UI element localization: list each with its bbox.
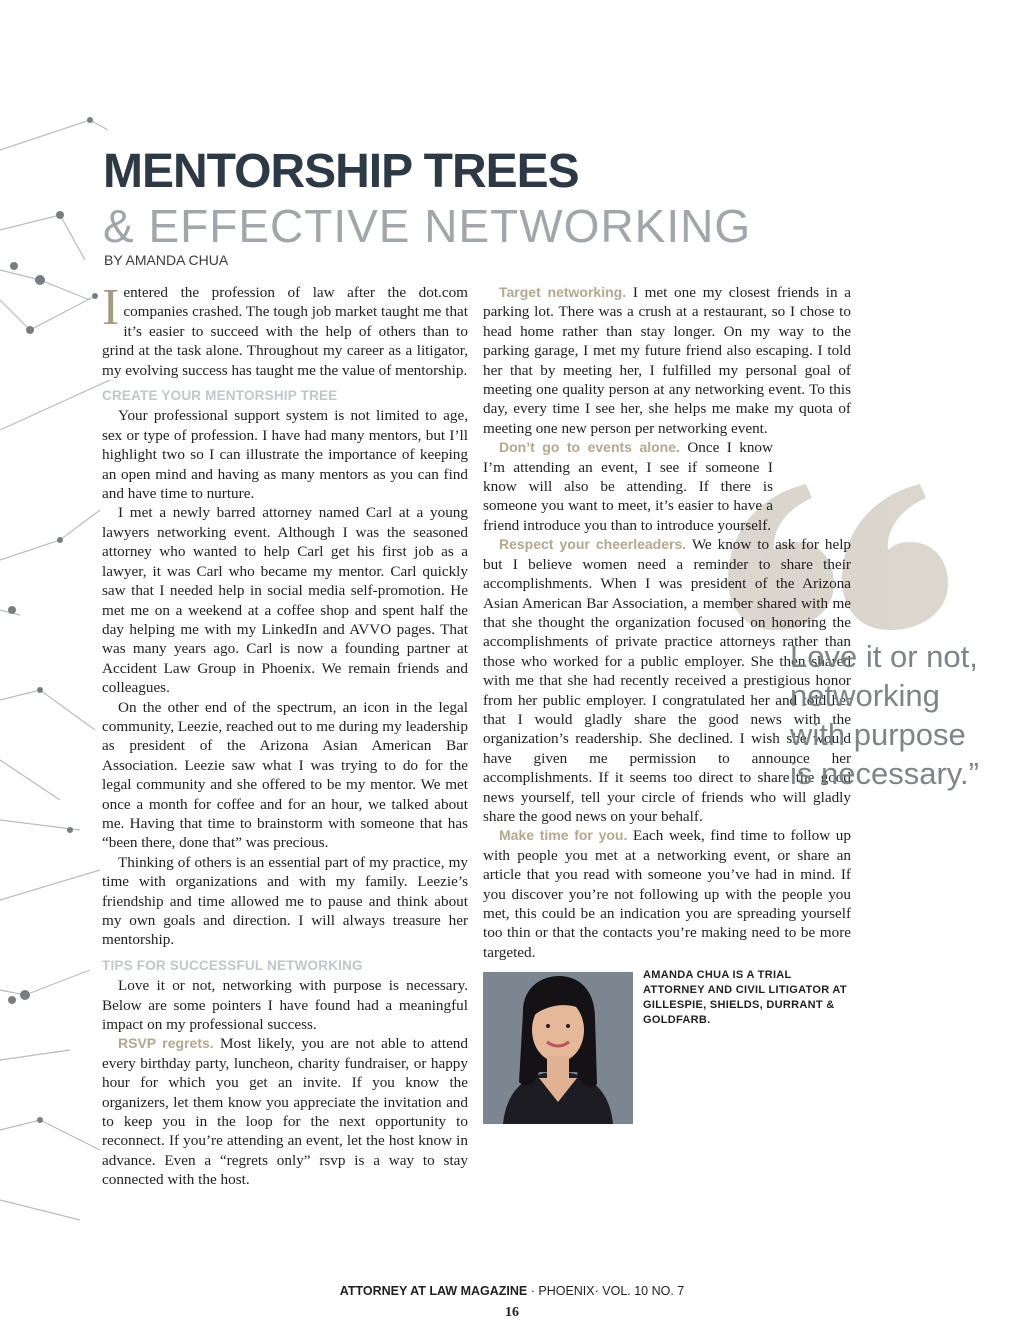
paragraph: Your professional support system is not limited to age, sex or type of profession. I have had many mentors, but I’ll highlight two so I can illustrate the importance of keeping an open mind and having as many mentors as you can find and have time to nurture.	[102, 407, 468, 503]
edition-info: · PHOENIX· VOL. 10 NO. 7	[527, 1284, 685, 1298]
author-bio: AMANDA CHUA IS A TRIAL ATTORNEY AND CIVIL LITIGATOR AT GILLESPIE, SHIELDS, DURRANT & GOLDFARB.	[643, 969, 847, 1027]
section-heading-mentorship: CREATE YOUR MENTORSHIP TREE	[102, 388, 338, 404]
tip-text: Most likely, you are not able to attend every birthday party, luncheon, charity fundraiser, or happy hour for which you get an invite. If you know the organizers, let them know you appreciate the invitation and to keep you in the loop for the next opportunity to reconnect. If you’re attending an event, let the host know in advance. Even a “regrets only” rsvp is a way to stay connected with the host.	[102, 1035, 468, 1189]
network-branch-decoration	[0, 0, 110, 1339]
tip-lead: Don’t go to events alone.	[499, 439, 680, 456]
tip-make-time	[483, 826, 851, 962]
magazine-name: ATTORNEY AT LAW MAGAZINE	[339, 1284, 528, 1298]
tip-not-alone	[483, 438, 773, 535]
intro-text: entered the profession of law after the dot.com companies crashed. The tough job market taught me that it’s easier to succeed with the help of others than to grind at the task alone. Throughout my career as a litigator, my evolving success has taught me the value of mentorship.	[102, 284, 468, 379]
tip-lead: RSVP regrets.	[118, 1035, 214, 1052]
paragraph: Thinking of others is an essential part of my practice, my time with organizations and with my family. Leezie’s friendship and time allowed me to pause and think about my own goals and direction. I will always treasure her mentorship.	[102, 853, 468, 949]
tip-lead: Respect your cheerleaders.	[499, 536, 687, 553]
tip-rsvp	[102, 1034, 468, 1189]
tip-lead: Target networking.	[499, 284, 627, 300]
tip-make-time-block	[483, 826, 851, 962]
author-box	[483, 968, 851, 1028]
tip-text: Once I know I’m attending an event, I see if someone I know will also be attending. If there is someone you want to meet, it’s easier to have a friend introduce you than to introduce yourself.	[483, 439, 773, 534]
tip-targeting	[483, 283, 851, 438]
paragraph: Love it or not, networking with purpose is necessary. Below are some pointers I have found had a meaningful impact on my professional success.	[102, 977, 468, 1034]
page-number: 16	[505, 1305, 519, 1320]
intro-paragraph	[102, 279, 468, 380]
article-title: MENTORSHIP TREES	[103, 145, 579, 198]
tip-text: Each week, find time to follow up with people you met at a networking event, or share an article that you read with someone you’ve had in mind. If you discover you’re not following up with the people you met, this could be an indication you are spreading yourself too thin or that the contacts you’re making need to be more targeted.	[483, 827, 851, 961]
byline: BY AMANDA CHUA	[104, 252, 229, 268]
paragraph: On the other end of the spectrum, an icon in the legal community, Leezie, reached out to me during my leadership as president of the Arizona Asian American Bar Association. Leezie saw what I was trying to do for the legal community and she offered to be my mentor. We met once a month for coffee and for an hour, we talked about me. Having that time to brainstorm with someone that has “been there, done that” was precious.	[102, 698, 468, 852]
author-photo	[483, 972, 633, 1124]
section-heading-networking: TIPS FOR SUCCESSFUL NETWORKING	[102, 957, 363, 973]
tip-text: I met one my closest friends in a parking lot. There was a crush at a restaurant, so I chose to head home rather than stay longer. On my way to the parking garage, I met my future friend also escaping. I told her that by meeting her, I fulfilled my personal goal of meeting one quality person at any networking event. To this day, every time I see her, she helps me make my quota of meeting one new person per networking event.	[483, 284, 851, 437]
tip-lead: Make time for you.	[499, 827, 628, 844]
pull-quote: Love it or not, networking with purpose is necessary.”	[790, 639, 979, 791]
tip-text: We know to ask for help but I believe women need a reminder to share their accomplishments. When I was president of the Arizona Asian American Bar Association, a member shared with me that she thought the organization focused on honoring the accomplishments of private practice attorneys rather than those who worked for a public employer. She then shared with me that she had recently received a prestigious honor from her public employer. I congratulated her and told her that I would gladly share the good news with the organization’s readership. She declined. I wish she would have given me permission to announce her accomplishments. If it seems too direct to share the good news yourself, tell your circle of friends who will gladly share the good news on your behalf.	[483, 536, 852, 825]
drop-cap: I	[102, 279, 120, 336]
page-footer	[0, 1284, 1024, 1298]
article-column-left	[102, 279, 468, 1190]
paragraph: I met a newly barred attorney named Carl at a young lawyers networking event. Although I was the seasoned attorney who wanted to help Carl get his first job as a lawyer, it was Carl who became my mentor. Carl quickly saw that I needed help in social media self-promotion. He met me on a weekend at a coffee shop and spent half the day helping me with my LinkedIn and AVVO pages. That was many years ago. Carl is now a founding partner at Accident Law Group in Phoenix. We remain friends and colleagues.	[102, 504, 468, 697]
article-subtitle: & EFFECTIVE NETWORKING	[103, 200, 752, 252]
